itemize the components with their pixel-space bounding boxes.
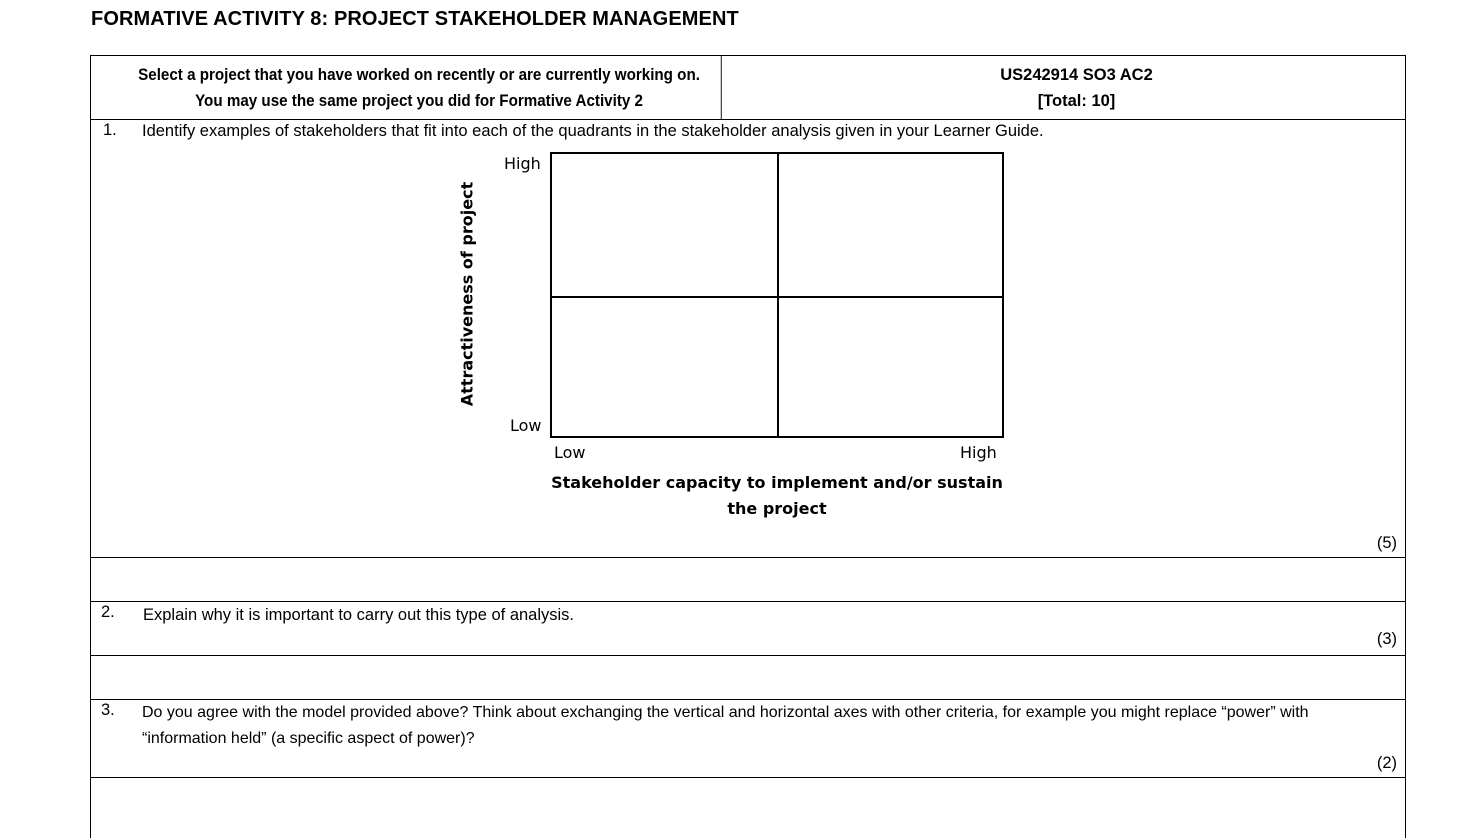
question-1-text: Identify examples of stakeholders that fit into each of the quadrants in the stakeholder analysis given in your Learner Guide. (142, 122, 1044, 140)
question-1-row (91, 120, 1405, 558)
question-1-number: 1. (103, 121, 117, 139)
answer-space-3[interactable] (91, 778, 1405, 838)
quadrant-grid (550, 152, 1004, 438)
total-marks: [Total: 10] (1037, 92, 1116, 110)
grid-vertical-divider (777, 154, 779, 436)
y-axis-low-label: Low (510, 416, 542, 435)
unit-standard-reference: US242914 SO3 AC2 (1000, 66, 1153, 84)
grid-horizontal-divider (552, 296, 1002, 298)
question-3-text: Do you agree with the model provided above? Think about exchanging the vertical and horizontal axes with other criteria, for example you might replace “power” with “information held” (a specific aspect of power)? (142, 704, 1309, 747)
question-2-marks: (3) (1376, 630, 1397, 648)
reference-cell (748, 56, 1405, 119)
question-2-text: Explain why it is important to carry out this type of analysis. (143, 606, 575, 624)
question-2-row (91, 602, 1405, 656)
question-3-marks: (2) (1376, 754, 1397, 772)
y-axis-label: Attractiveness of project (457, 181, 477, 407)
x-axis-high-label: High (960, 443, 997, 462)
answer-space-1[interactable] (91, 558, 1405, 602)
page-title: FORMATIVE ACTIVITY 8: PROJECT STAKEHOLDER MANAGEMENT (91, 8, 739, 30)
y-axis-high-label: High (504, 154, 541, 173)
table-header-row (91, 56, 1405, 120)
instruction-line-1: Select a project that you have worked on recently or are currently working on. (138, 66, 700, 84)
x-axis-label: Stakeholder capacity to implement and/or sustain the project (551, 473, 1003, 518)
instruction-line-2: You may use the same project you did for Formative Activity 2 (195, 92, 644, 110)
x-axis-low-label: Low (554, 443, 586, 462)
activity-table (90, 55, 1406, 838)
question-3-row (91, 700, 1405, 778)
question-3-number: 3. (101, 701, 115, 719)
instruction-cell (117, 56, 721, 119)
question-2-number: 2. (101, 603, 115, 621)
question-1-marks: (5) (1376, 534, 1397, 552)
answer-space-2[interactable] (91, 656, 1405, 700)
